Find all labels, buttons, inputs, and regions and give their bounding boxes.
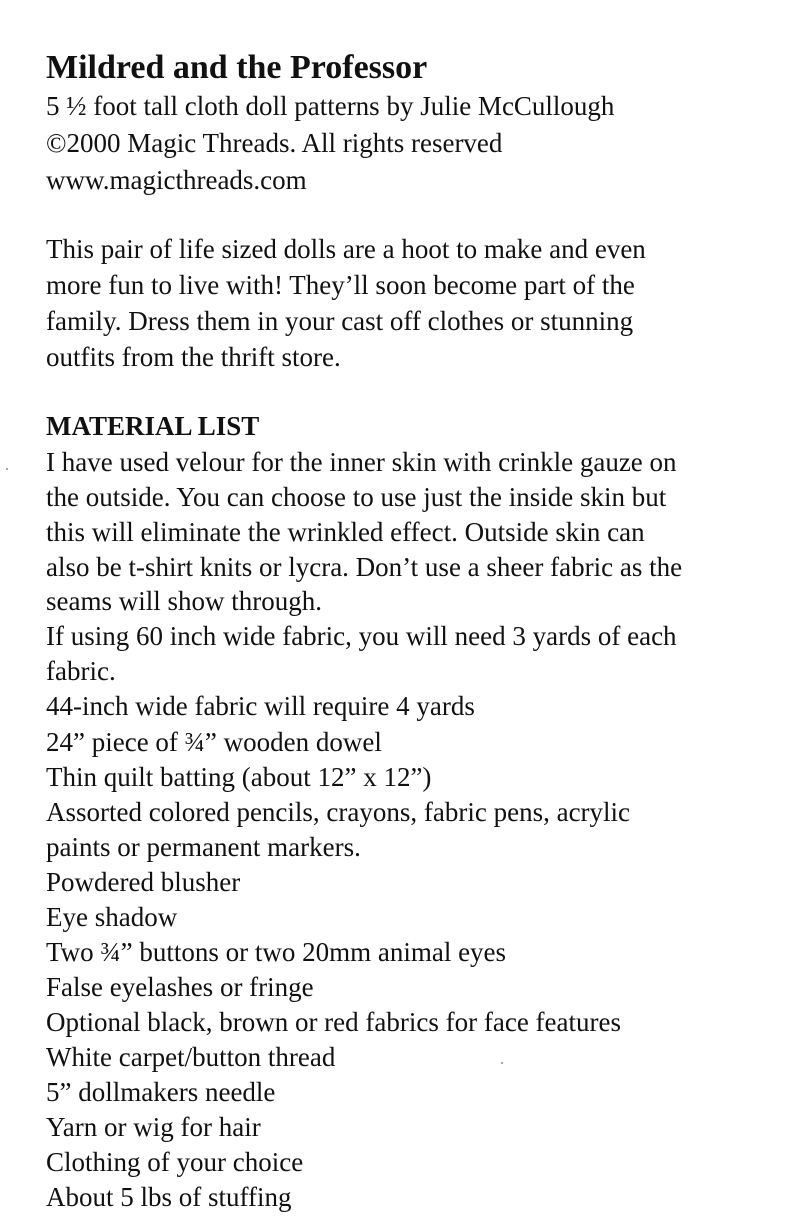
- material-line: Thin quilt batting (about 12” x 12”): [46, 762, 432, 792]
- material-line: If using 60 inch wide fabric, you will need 3 yards of each: [46, 621, 677, 651]
- material-line: Powdered blusher: [46, 867, 241, 897]
- material-line: 44-inch wide fabric will require 4 yards: [46, 691, 475, 721]
- material-line: Assorted colored pencils, crayons, fabric pens, acrylic: [46, 797, 631, 827]
- material-line: also be t-shirt knits or lycra. Don’t use a sheer fabric as the: [46, 552, 683, 582]
- material-line: the outside. You can choose to use just the inside skin but: [46, 482, 667, 512]
- material-line: Yarn or wig for hair: [46, 1112, 261, 1142]
- material-line: paints or permanent markers.: [46, 832, 361, 862]
- intro-line: This pair of life sized dolls are a hoot to make and even: [46, 234, 646, 264]
- copyright-line: ©2000 Magic Threads. All rights reserved: [46, 128, 503, 158]
- material-line: Optional black, brown or red fabrics for face features: [46, 1007, 621, 1037]
- pattern-byline: 5 ½ foot tall cloth doll patterns by Julie McCullough: [46, 91, 615, 121]
- intro-line: family. Dress them in your cast off clothes or stunning: [46, 306, 634, 336]
- scan-speck: [501, 1062, 503, 1064]
- material-line: About 5 lbs of stuffing: [46, 1182, 292, 1212]
- material-line: 24” piece of ¾” wooden dowel: [46, 727, 382, 757]
- intro-line: more fun to live with! They’ll soon become part of the: [46, 270, 635, 300]
- website-line: www.magicthreads.com: [46, 165, 307, 195]
- material-list-heading: MATERIAL LIST: [46, 411, 260, 441]
- material-line: False eyelashes or fringe: [46, 972, 314, 1002]
- material-line: fabric.: [46, 656, 116, 686]
- material-line: seams will show through.: [46, 586, 322, 616]
- material-line: 5” dollmakers needle: [46, 1077, 276, 1107]
- document-title: Mildred and the Professor: [46, 49, 428, 86]
- material-line: Clothing of your choice: [46, 1147, 304, 1177]
- scan-speck: [6, 468, 8, 470]
- material-line: this will eliminate the wrinkled effect. Outside skin can: [46, 517, 645, 547]
- material-line: Two ¾” buttons or two 20mm animal eyes: [46, 937, 507, 967]
- material-line: Eye shadow: [46, 902, 178, 932]
- material-line: I have used velour for the inner skin with crinkle gauze on: [46, 447, 677, 477]
- intro-line: outfits from the thrift store.: [46, 342, 341, 372]
- material-line: White carpet/button thread: [46, 1042, 336, 1072]
